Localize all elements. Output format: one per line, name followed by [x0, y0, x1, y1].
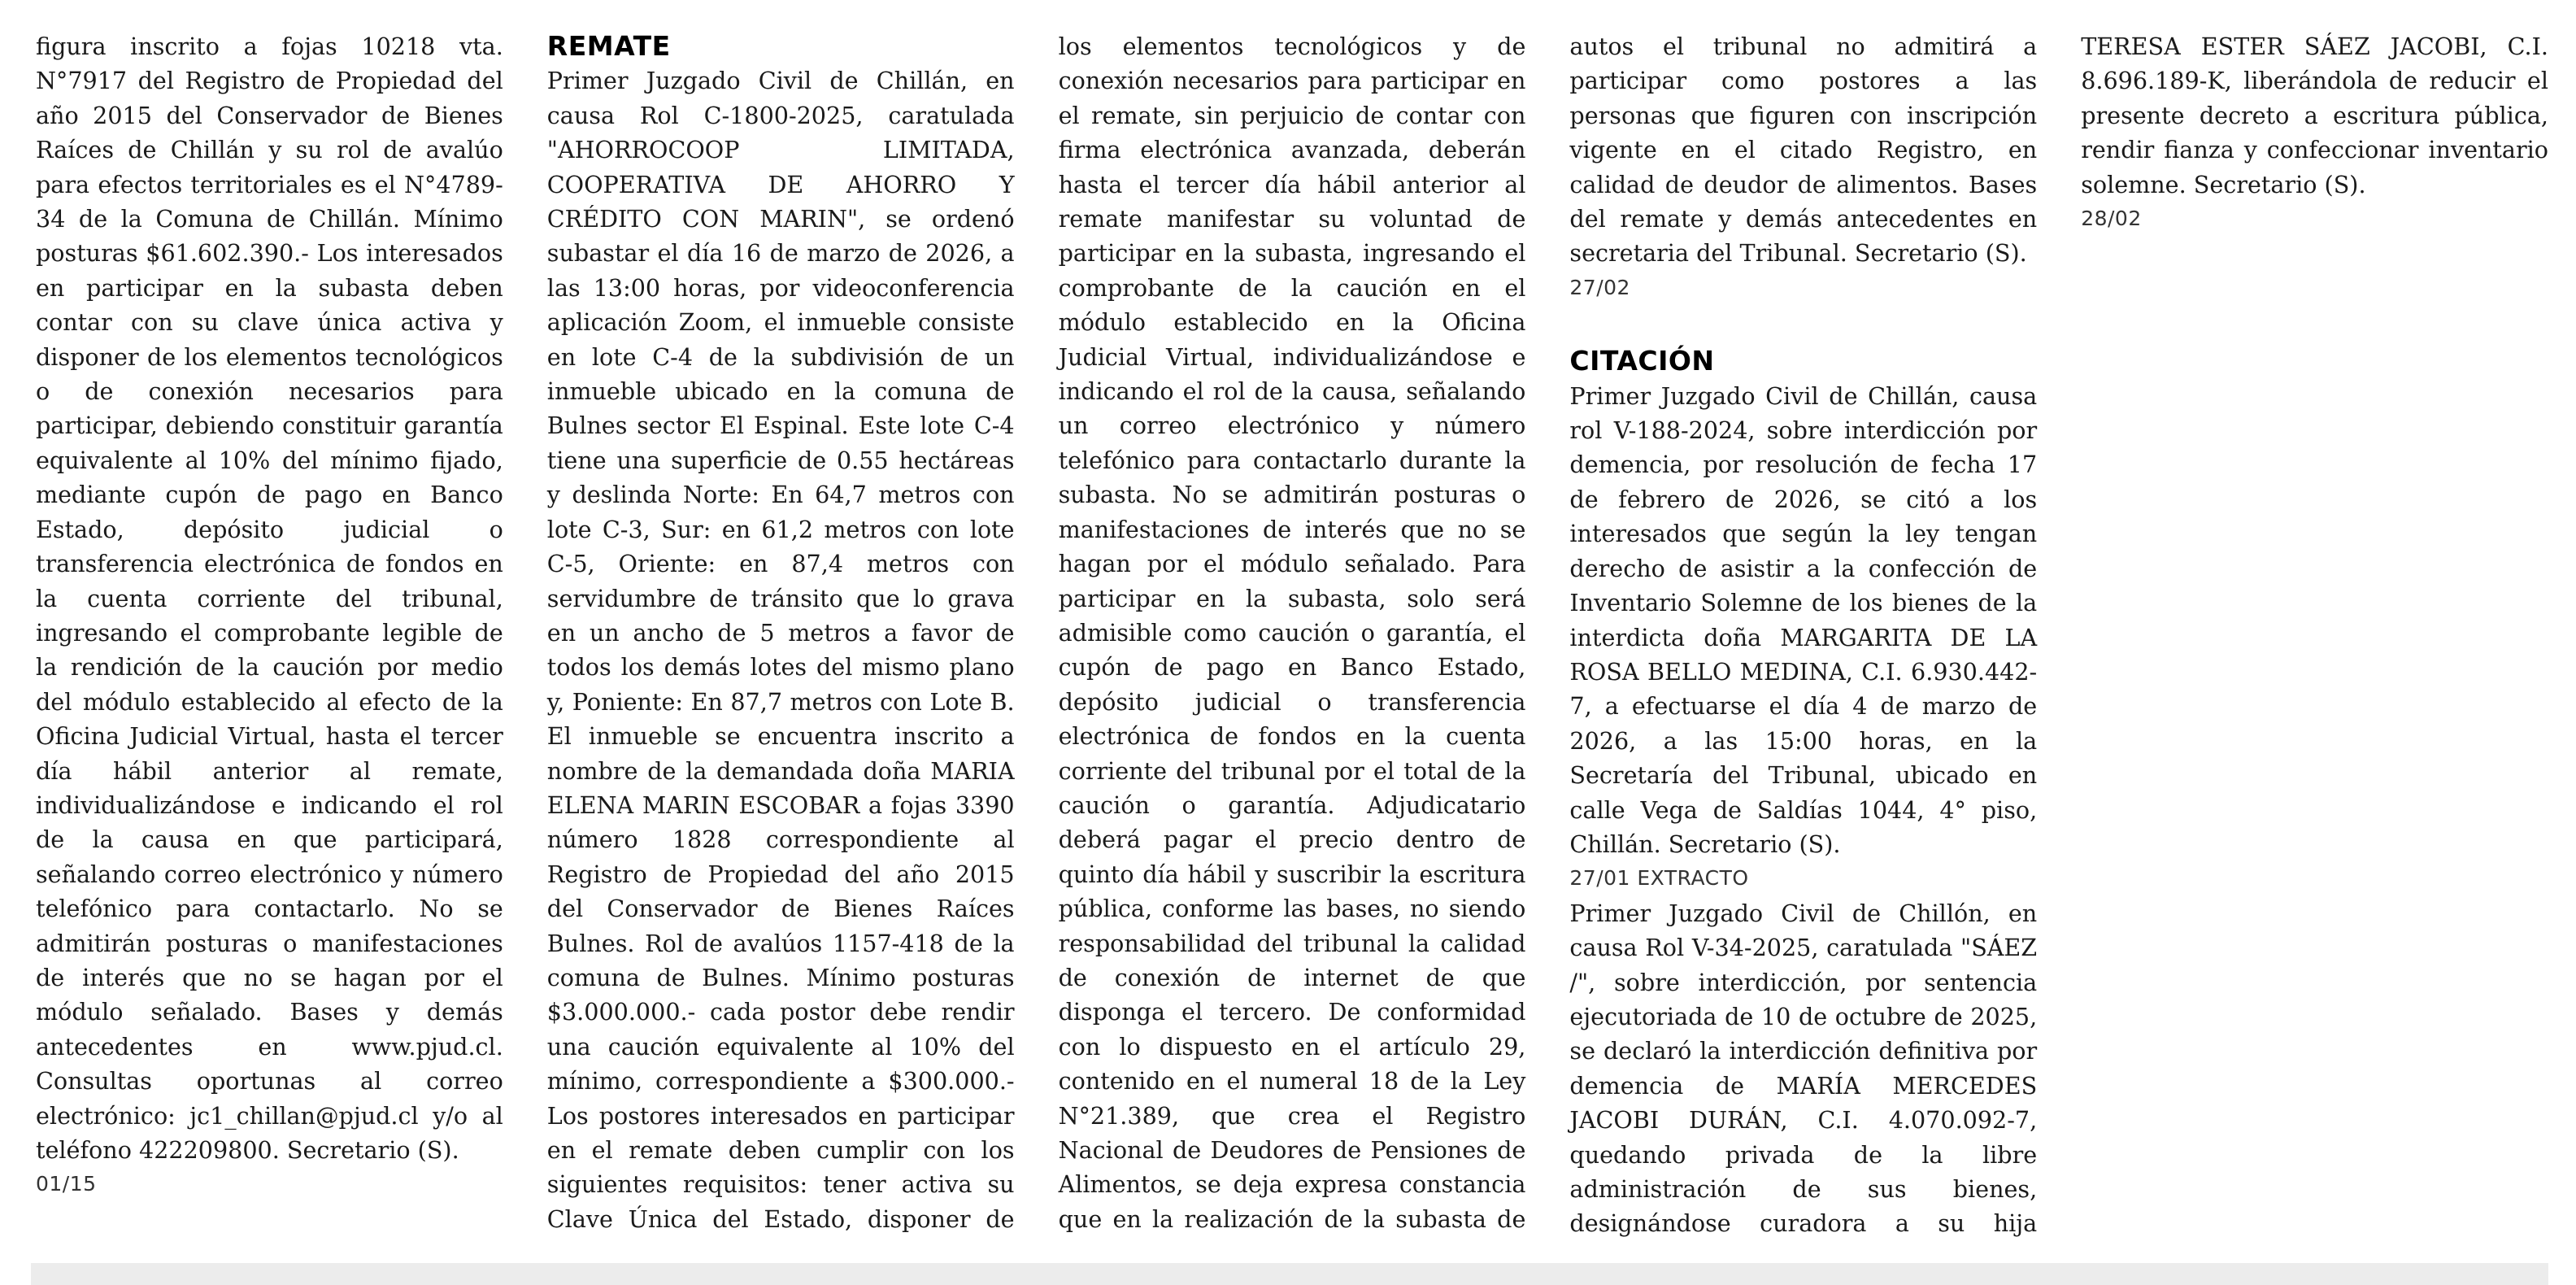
notice-heading-remate: REMATE — [546, 30, 671, 62]
notice-body: Primer Juzgado Civil de Chillán, en causa Rol C-1800-2025, caratulada "AHORROCOOP LIMITADA, COOPERATIVA DE AHORRO Y CRÉDITO CON MARIN", se ordenó subastar el día 16 de marzo de 2026, a las 13:00 horas, por videoconferencia aplicación Zoom, el inmueble consiste en lote C-4 de la subdivisión de un inmueble ubicado en la comuna de Bulnes sector El Espinal. Este lote C-4 tiene una superficie de 0.55 hectáreas y deslinda Norte: En 64,7 metros con lote C-3, Sur: en 61,2 metros con lote C-5, Oriente: en 87,4 metros con servidumbre de tránsito que lo grava en un ancho de 5 metros a favor de todos los demás lotes del mismo plano y, Poniente: En 87,7 metros con Lote B. El inmueble se encuentra inscrito a nombre de la demandada doña MARIA ELENA MARIN ESCOBAR a fojas 3390 número 1828 correspondiente al Registro de Propiedad del año 2015 del Conservador de Bienes Raíces Bulnes. Rol de avalúos 1157-418 de la comuna de Bulnes. Mínimo posturas $3.000.000.- cada postor debe rendir una caución equivalente al 10% del mínimo, correspondiente a $300.000.- Los postores interesados en participar en el remate deben cumplir con los siguientes requisitos: tener activa su Clave Única del Estado, disponer de los elementos tecnológicos y de conexión necesarios para participar en el remate, sin perjuicio de contar con firma electrónica avanzada, deberán hasta el tercer día hábil anterior al remate manifestar su voluntad de participar en la subasta, ingresando el comprobante de la caución en el módulo establecido en la Oficina Judicial Virtual, individualizándose e indicando el rol de la causa, señalando un correo electrónico y número telefónico para contactarlo durante la subasta. No se admitirán posturas o manifestaciones de interés que no se hagan por el módulo señalado. Para participar en la subasta, solo será admisible como caución o garantía, el cupón de pago en Banco Estado, depósito judicial o transferencia electrónica de fondos en la cuenta corriente del tribunal por el total de la caución o garantía. Adjudicatario deberá pagar el precio dentro de quinto día hábil y suscribir la escritura pública, conforme las bases, no siendo responsabilidad del tribunal la calidad de conexión de internet de que disponga el tercero. De conformidad con lo dispuesto en el artículo 29, contenido en el numeral 18 de la Ley N°21.389, que crea el Registro Nacional de Deudores de Pensiones de Alimentos, se deja expresa constancia que en la realización de la subasta de autos el tribunal no admitirá a participar como postores a las personas que figuren con inscripción vigente en el citado Registro, en calidad de deudor de alimentos. Bases del remate y demás antecedentes en secretaria del Tribunal. Secretario (S). — [546, 33, 2038, 1233]
notice-body: figura inscrito a fojas 10218 vta. N°7917 del Registro de Propiedad del año 2015 del Conservador de Bienes Raíces de Chillán y su rol de avalúo para efectos territoriales es el N°4789-34 de la Comuna de Chillán. Mínimo posturas $61.602.390.- Los interesados en participar en la subasta deben contar con su clave única activa y disponer de los elementos tecnológicos o de conexión necesarios para participar, debiendo constituir garantía equivalente al 10% del mínimo fijado, mediante cupón de pago en Banco Estado, depósito judicial o transferencia electrónica de fondos en la cuenta corriente del tribunal, ingresando el comprobante legible de la rendición de la caución por medio del módulo establecido al efecto de la Oficina Judicial Virtual, hasta el tercer día hábil anterior al remate, individualizándose e indicando el rol de la causa en que participará, señalando correo electrónico y número telefónico para contactarlo. No se admitirán posturas o manifestaciones de interés que no se hagan por el módulo señalado. Bases y demás antecedentes en www.pjud.cl. Consultas oportunas al correo electrónico: jc1_chillan@pjud.cl y/o al teléfono 422209800. Secretario (S). — [36, 33, 503, 1164]
notice-stamp: 01/15 — [36, 1172, 97, 1196]
notice-stamp: 27/02 — [1569, 275, 1630, 299]
notice-body: Primer Juzgado Civil de Chillón, en causa Rol V-34-2025, caratulada "SÁEZ /", sobre interdicción, por sentencia ejecutoriada de 10 de octubre de 2025, se declaró la interdicción definitiva por demencia de MARÍA MERCEDES JACOBI DURÁN, C.I. 4.070.092-7, quedando privada de la libre administración de sus bienes, designándose curadora a su hija TERESA ESTER SÁEZ JACOBI, C.I. 8.696.189-K, liberándola de reducir el presente decreto a escritura pública, rendir fianza y confeccionar inventario solemne. Secretario (S). — [1569, 33, 2548, 1238]
notice-stamp: 27/01 EXTRACTO — [1569, 866, 1749, 891]
notice-heading-citacion: CITACIÓN — [1569, 345, 1715, 377]
notice-stamp: 28/02 — [2081, 207, 2142, 231]
page-bottom-band — [31, 1263, 2548, 1285]
notice-body: Primer Juzgado Civil de Chillán, causa rol V-188-2024, sobre interdicción por demencia, por resolución de fecha 17 de febrero de 2026, se citó a los interesados que según la ley tengan derecho de asistir a la confección de Inventario Solemne de los bienes de la interdicta doña MARGARITA DE LA ROSA BELLO MEDINA, C.I. 6.930.442-7, a efectuarse el día 4 de marzo de 2026, a las 15:00 horas, en la Secretaría del Tribunal, ubicado en calle Vega de Saldías 1044, 4° piso, Chillán. Secretario (S). — [1569, 381, 2038, 858]
legal-notices-columns — [36, 29, 2548, 1265]
